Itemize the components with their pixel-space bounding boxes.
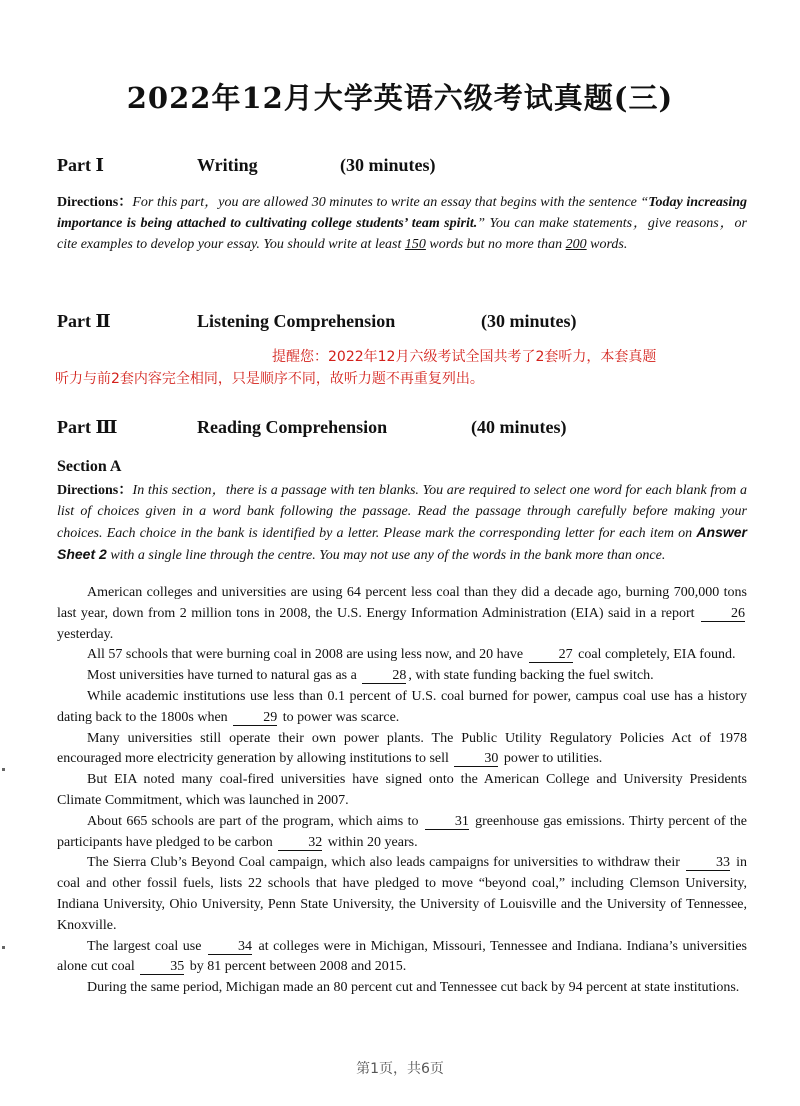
passage-paragraph: But EIA noted many coal-fired universities have signed onto the American College and University Presidents Climate Commitment, which was launched in 2007. (57, 772, 747, 808)
part1-directions: Directions：For this part，you are allowed 30 minutes to write an essay that begins with the sentence “Today increasing importance is being attached to cultivating college students’ team spirit.” You can make statements，give reasons，or cite examples to develop your essay. You should write at least 150 words but no more than 200 words. (57, 195, 747, 252)
part1-label: Part Ⅰ (57, 155, 104, 175)
essay-topic-sentence: Today increasing importance is being attached to cultivating college students’ team spirit. (57, 195, 747, 231)
part1-name: Writing (197, 155, 258, 175)
blank-30: 30 (454, 751, 498, 767)
passage-paragraph: Many universities still operate their own power plants. The Public Utility Regulatory Policies Act of 1978 encouraged more electricity generation by allowing institutions to sell 30 power to utilities. (57, 730, 747, 767)
part3-label: Part Ⅲ (57, 417, 118, 437)
scan-mark (2, 946, 5, 949)
max-words: 200 (565, 237, 587, 252)
notice-line-2: 听力与前2套内容完全相同，只是顺序不同，故听力题不再重复列出。 (55, 371, 484, 387)
page-footer: 第1页，共6页 (356, 1061, 444, 1077)
passage-paragraph: During the same period, Michigan made an 80 percent cut and Tennessee cut back by 94 percent at state institutions. (87, 980, 740, 996)
page-title: 2022年12月大学英语六级考试真题(三) (126, 81, 674, 115)
part2-name: Listening Comprehension (197, 311, 396, 331)
part2-time: (30 minutes) (481, 311, 577, 331)
part3-directions-lead: Directions： (57, 483, 133, 498)
blank-27: 27 (529, 647, 573, 663)
passage-paragraph: While academic institutions use less than 0.1 percent of U.S. coal burned for power, campus coal use has a history dating back to the 1800s when 29 to power was scarce. (57, 688, 747, 725)
part3-name: Reading Comprehension (197, 417, 388, 437)
blank-34: 34 (208, 939, 252, 955)
passage-paragraph: The largest coal use 34 at colleges were in Michigan, Missouri, Tennessee and Indiana. Indiana’s universities alone cut coal 35 by 81 percent between 2008 and 2015. (57, 938, 748, 975)
passage-paragraph: Most universities have turned to natural gas as a 28 , with state funding backing the fuel switch. (87, 668, 654, 684)
part3-time: (40 minutes) (471, 417, 567, 437)
blank-35: 35 (140, 959, 184, 975)
blank-28: 28 (362, 668, 406, 684)
part3-directions: Directions：In this section，there is a passage with ten blanks. You are required to select one word for each blank from a list of choices given in a word bank following the passage. Read the passage through carefully before making your choices. Each choice in the bank is identified by a letter. Please mark the corresponding letter for each item on Answer Sheet 2 with a single line through the centre. You may not use any of the words in the bank more than once. (57, 483, 747, 563)
reading-passage (57, 583, 747, 999)
part1-time: (30 minutes) (340, 155, 436, 175)
passage-paragraph: The Sierra Club’s Beyond Coal campaign, which also leads campaigns for universities to withdraw their 33 in coal and other fossil fuels, lists 22 schools that have pledged to move “beyond coal,” including Clemson University, Indiana University, Ohio University, Penn State University, the University of Louisville and the University of Tennessee, Knoxville. (57, 855, 747, 933)
notice-line-1: 提醒您：2022年12月六级考试全国共考了2套听力，本套真题 (272, 349, 657, 365)
listening-notice (55, 346, 755, 390)
blank-32: 32 (278, 835, 322, 851)
blank-31: 31 (425, 814, 469, 830)
min-words: 150 (404, 237, 426, 252)
passage-paragraph: All 57 schools that were burning coal in 2008 are using less now, and 20 have 27 coal completely, EIA found. (87, 647, 736, 663)
answer-sheet-ref: Answer Sheet 2 (57, 524, 747, 562)
part2-label: Part Ⅱ (57, 311, 111, 331)
blank-26: 26 (701, 606, 745, 622)
passage-paragraph: About 665 schools are part of the program, which aims to 31 greenhouse gas emissions. Thirty percent of the participants have pledged to be carbon 32 within 20 years. (57, 813, 748, 850)
passage-paragraph: American colleges and universities are using 64 percent less coal than they did a decade ago, burning 700,000 tons last year, down from 2 million tons in 2008, the U.S. Energy Information Administration (EIA) said in a report 26 yesterday. (57, 585, 747, 642)
section-a-heading: Section A (57, 458, 122, 475)
scan-mark (2, 768, 5, 771)
part1-directions-lead: Directions： (57, 195, 133, 210)
blank-29: 29 (233, 710, 277, 726)
blank-33: 33 (686, 855, 730, 871)
part1-directions-text: For this part，you are allowed 30 minutes to write an essay that begins with the sentence “ (132, 195, 649, 210)
